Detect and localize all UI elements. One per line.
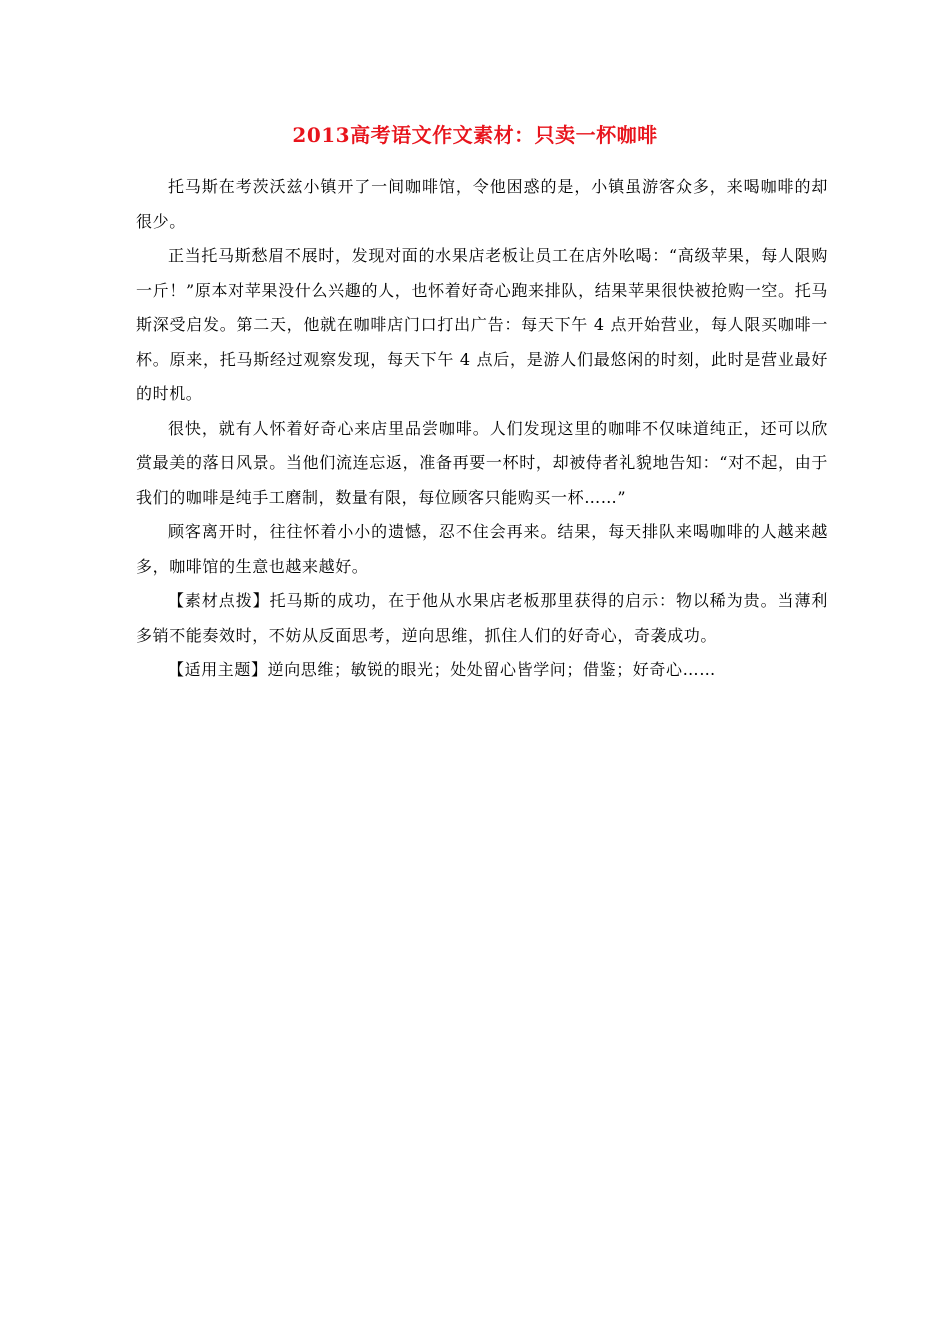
paragraph-1: 托马斯在考茨沃兹小镇开了一间咖啡馆，令他困惑的是，小镇虽游客众多，来喝咖啡的却很少。 [136, 177, 828, 231]
paragraph-2: 正当托马斯愁眉不展时，发现对面的水果店老板让员工在店外吆喝：“高级苹果，每人限购一斤！”原本对苹果没什么兴趣的人，也怀着好奇心跑来排队，结果苹果很快被抢购一空。托马斯深受启发。第二天，他就在咖啡店门口打出广告：每天下午 4 点开始营业，每人限买咖啡一杯。原来，托马斯经过观察发现，每天下午 4 点后，是游人们最悠闲的时刻，此时是营业最好的时机。 [136, 246, 828, 403]
paragraph-material-comment: 【素材点拨】托马斯的成功，在于他从水果店老板那里获得的启示：物以稀为贵。当薄利多销不能奏效时，不妨从反面思考，逆向思维，抓住人们的好奇心，奇袭成功。 [136, 591, 828, 645]
paragraph-applicable-themes: 【适用主题】逆向思维；敏锐的眼光；处处留心皆学问；借鉴；好奇心…… [168, 660, 716, 679]
paragraph-4: 顾客离开时，往往怀着小小的遗憾，忍不住会再来。结果，每天排队来喝咖啡的人越来越多，咖啡馆的生意也越来越好。 [136, 522, 828, 576]
document-body [136, 170, 828, 688]
document-title: 2013高考语文作文素材：只卖一杯咖啡 [292, 123, 658, 147]
paragraph-3: 很快，就有人怀着好奇心来店里品尝咖啡。人们发现这里的咖啡不仅味道纯正，还可以欣赏最美的落日风景。当他们流连忘返，准备再要一杯时，却被侍者礼貌地告知：“对不起，由于我们的咖啡是纯手工磨制，数量有限，每位顾客只能购买一杯……” [136, 418, 828, 507]
